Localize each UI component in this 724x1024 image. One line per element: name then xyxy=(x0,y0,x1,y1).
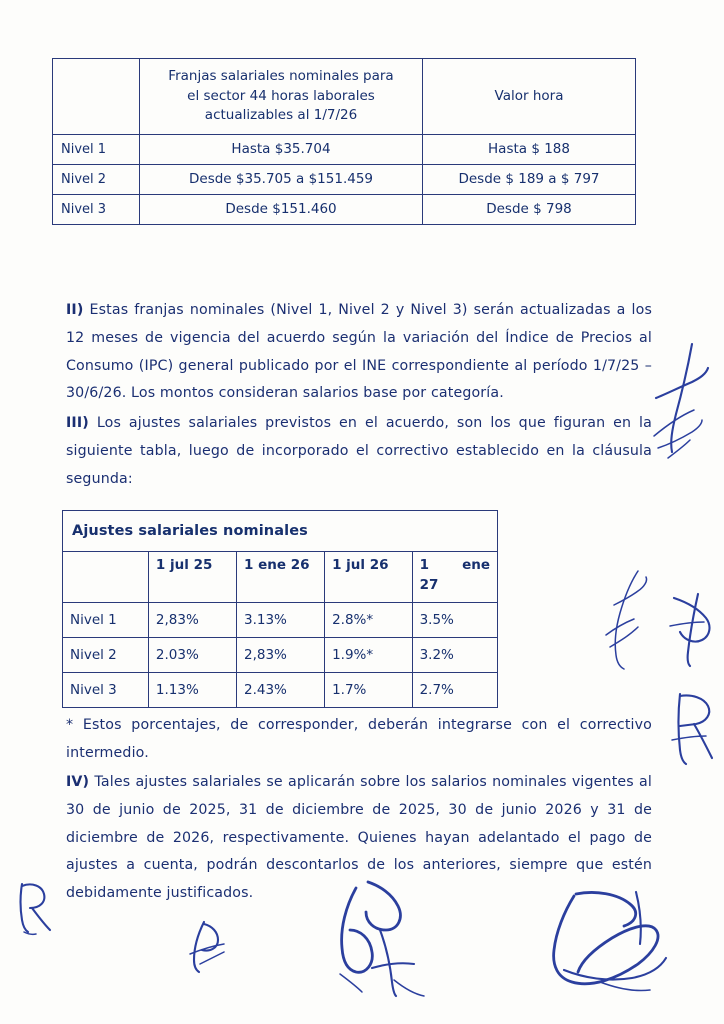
signature-right-lower xyxy=(668,688,724,766)
table-row xyxy=(63,673,498,708)
table-row xyxy=(63,638,498,673)
adjustments-row1-level: Nivel 1 xyxy=(63,603,149,638)
paragraph-two xyxy=(66,297,652,408)
adjustments-header-jul25: 1 jul 25 xyxy=(148,552,236,603)
adjustments-header-ene27-line1 xyxy=(420,557,490,573)
salary-bands-table xyxy=(52,58,636,225)
adjustments-header-jul26: 1 jul 26 xyxy=(325,552,413,603)
adjustments-header-empty xyxy=(63,552,149,603)
adjustments-row2-ene27: 3.2% xyxy=(412,638,497,673)
bands-row2-band: Desde $35.705 a $151.459 xyxy=(140,164,423,194)
adjustments-row1-jul25: 2,83% xyxy=(148,603,236,638)
adjustments-header-ene27-month: ene xyxy=(462,557,490,573)
paragraph-three-marker: III) xyxy=(66,415,89,432)
bands-row2-hourly: Desde $ 189 a $ 797 xyxy=(423,164,636,194)
paragraph-three xyxy=(66,410,652,493)
paragraph-four-marker: IV) xyxy=(66,774,90,791)
adjustments-header-ene27 xyxy=(412,552,497,603)
table-header-row xyxy=(63,552,498,603)
signature-right-middle-2 xyxy=(664,590,724,670)
adjustments-header-ene26: 1 ene 26 xyxy=(237,552,325,603)
salary-adjustments-table xyxy=(62,510,498,708)
signature-left-lower xyxy=(14,878,60,938)
bands-header-bands xyxy=(140,59,423,135)
bands-header-line2: el sector 44 horas laborales xyxy=(187,87,375,104)
bands-row2-level: Nivel 2 xyxy=(53,164,140,194)
table-row xyxy=(53,134,636,164)
signature-bottom-1 xyxy=(186,918,234,974)
table-row xyxy=(53,164,636,194)
adjustments-header-ene27-day: 1 xyxy=(419,557,429,573)
paragraph-two-text: Estas franjas nominales (Nivel 1, Nivel 2 y Nivel 3) serán actualizadas a los 12 meses de vigencia del acuerdo según la variación del Índice de Precios al Consumo (IPC) general publicado por el INE correspondiente al período 1/7/25 – 30/6/26. Los montos consideran salarios base por categoría. xyxy=(66,302,652,402)
table-header-row xyxy=(53,59,636,135)
bands-row3-band: Desde $151.460 xyxy=(140,194,423,224)
adjustments-row1-jul26: 2.8%* xyxy=(325,603,413,638)
bands-row1-hourly: Hasta $ 188 xyxy=(423,134,636,164)
adjustments-row3-level: Nivel 3 xyxy=(63,673,149,708)
adjustments-row2-level: Nivel 2 xyxy=(63,638,149,673)
bands-row3-hourly: Desde $ 798 xyxy=(423,194,636,224)
bands-row1-band: Hasta $35.704 xyxy=(140,134,423,164)
bands-header-line3: actualizables al 1/7/26 xyxy=(204,107,358,124)
table-row xyxy=(53,194,636,224)
bands-row1-level: Nivel 1 xyxy=(53,134,140,164)
bands-header-hourly: Valor hora xyxy=(423,59,636,135)
adjustments-title-row xyxy=(63,511,498,552)
bands-header-empty xyxy=(53,59,140,135)
paragraph-two-marker: II) xyxy=(66,302,84,319)
paragraph-four-text: Tales ajustes salariales se aplicarán sobre los salarios nominales vigentes al 30 de junio de 2025, 31 de diciembre de 2025, 30 de junio 2026 y 31 de diciembre de 2026, respectivamente. Quienes hayan adelantado el pago de ajustes a cuenta, podrán descontarlos de los anteriores, siempre que estén debidamente justificados. xyxy=(66,774,652,901)
footnote: * Estos porcentajes, de corresponder, deberán integrarse con el correctivo intermedio. xyxy=(66,717,652,761)
adjustments-row3-jul26: 1.7% xyxy=(325,673,413,708)
adjustments-row2-jul26: 1.9%* xyxy=(325,638,413,673)
bands-row3-level: Nivel 3 xyxy=(53,194,140,224)
table-row xyxy=(63,603,498,638)
adjustments-row3-ene27: 2.7% xyxy=(412,673,497,708)
adjustments-row2-ene26: 2,83% xyxy=(237,638,325,673)
adjustments-row1-ene26: 3.13% xyxy=(237,603,325,638)
adjustments-row1-ene27: 3.5% xyxy=(412,603,497,638)
bands-header-line1: Franjas salariales nominales para xyxy=(168,68,394,84)
adjustments-row3-jul25: 1.13% xyxy=(148,673,236,708)
adjustments-row3-ene26: 2.43% xyxy=(237,673,325,708)
adjustments-row2-jul25: 2.03% xyxy=(148,638,236,673)
paragraph-four xyxy=(66,769,652,907)
paragraph-three-text: Los ajustes salariales previstos en el acuerdo, son los que figuran en la siguiente tabla, luego de incorporado el correctivo establecido en la cláusula segunda: xyxy=(66,415,652,487)
adjustments-title: Ajustes salariales nominales xyxy=(63,511,498,552)
signature-right-middle-1 xyxy=(600,565,660,675)
adjustments-header-ene27-year: 27 xyxy=(419,577,439,593)
signature-right-top xyxy=(648,340,718,470)
